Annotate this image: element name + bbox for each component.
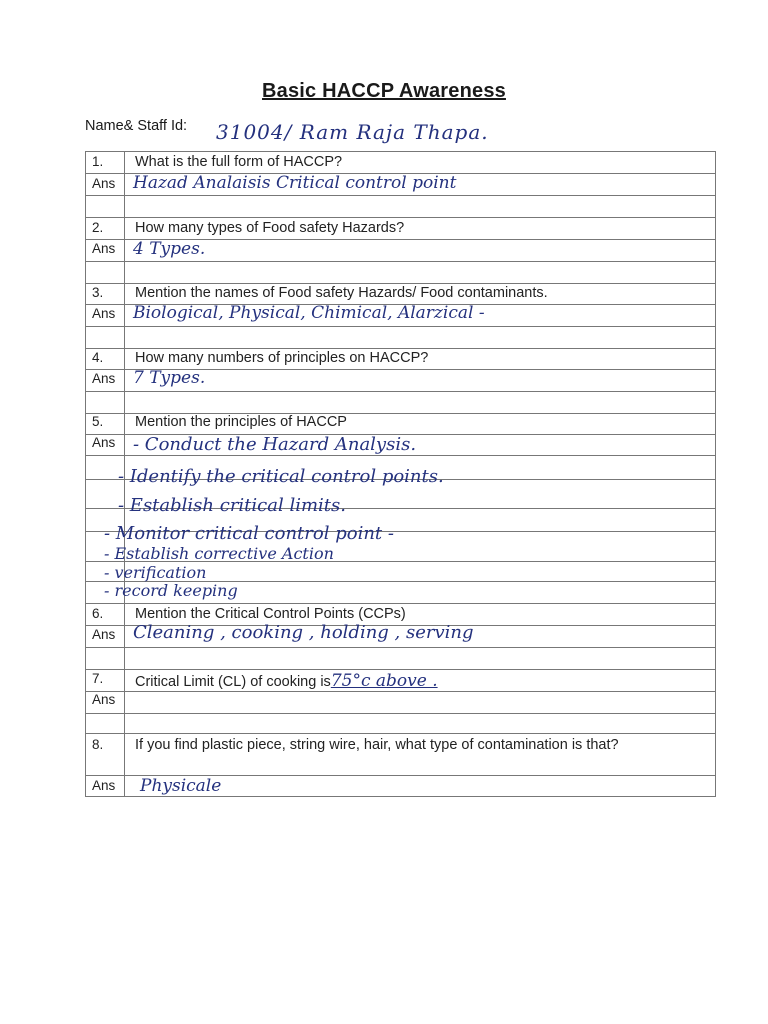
name-staff-id-label: Name& Staff Id: bbox=[85, 118, 188, 134]
question-5-text: Mention the principles of HACCP bbox=[135, 414, 347, 430]
question-1-text: What is the full form of HACCP? bbox=[135, 154, 343, 170]
question-3-number: 3. bbox=[92, 285, 104, 300]
principle-item: - Conduct the Hazard Analysis. bbox=[133, 434, 417, 455]
question-8-answer: Physicale bbox=[140, 776, 222, 796]
question-2-ans-label: Ans bbox=[92, 241, 116, 256]
table-border-right bbox=[715, 151, 716, 797]
question-4-text: How many numbers of principles on HACCP? bbox=[135, 350, 429, 366]
page-title: Basic HACCP Awareness bbox=[262, 80, 506, 102]
question-3-ans-label: Ans bbox=[92, 306, 116, 321]
principle-item: - Establish critical limits. bbox=[118, 495, 346, 516]
question-7-prompt: Critical Limit (CL) of cooking is bbox=[135, 674, 331, 690]
principle-item: - Monitor critical control point - bbox=[104, 523, 394, 544]
question-3-text: Mention the names of Food safety Hazards/ Food contaminants. bbox=[135, 285, 548, 301]
principle-item: - Identify the critical control points. bbox=[118, 466, 444, 487]
question-5-number: 5. bbox=[92, 414, 104, 429]
principle-item: - Establish corrective Action bbox=[104, 544, 334, 563]
question-2-text: How many types of Food safety Hazards? bbox=[135, 220, 405, 236]
question-1-number: 1. bbox=[92, 154, 104, 169]
principle-item: - record keeping bbox=[104, 581, 238, 600]
principle-item: - verification bbox=[104, 563, 207, 582]
question-5-ans-label: Ans bbox=[92, 435, 116, 450]
question-7-ans-label: Ans bbox=[92, 692, 116, 707]
question-4-ans-label: Ans bbox=[92, 371, 116, 386]
question-6-answer: Cleaning , cooking , holding , serving bbox=[133, 622, 474, 643]
question-4-number: 4. bbox=[92, 350, 104, 365]
question-7-number: 7. bbox=[92, 671, 104, 686]
name-staff-id-value: 31004/ Ram Raja Thapa. bbox=[216, 120, 489, 144]
table-border-left bbox=[85, 151, 86, 797]
question-3-answer: Biological, Physical, Chimical, Alarzical - bbox=[133, 303, 485, 323]
question-2-answer: 4 Types. bbox=[133, 239, 206, 259]
question-6-number: 6. bbox=[92, 606, 104, 621]
question-1-answer: Hazad Analaisis Critical control point bbox=[133, 173, 457, 193]
question-8-ans-label: Ans bbox=[92, 778, 116, 793]
question-4-answer: 7 Types. bbox=[133, 368, 206, 388]
question-1-ans-label: Ans bbox=[92, 176, 116, 191]
question-6-ans-label: Ans bbox=[92, 627, 116, 642]
question-8-text: If you find plastic piece, string wire, hair, what type of contamination is that? bbox=[135, 737, 619, 753]
question-6-text: Mention the Critical Control Points (CCPs) bbox=[135, 606, 406, 622]
question-7-text bbox=[135, 671, 438, 691]
question-2-number: 2. bbox=[92, 220, 104, 235]
question-7-answer: 75°c above . bbox=[330, 671, 438, 691]
question-8-number: 8. bbox=[92, 737, 104, 752]
